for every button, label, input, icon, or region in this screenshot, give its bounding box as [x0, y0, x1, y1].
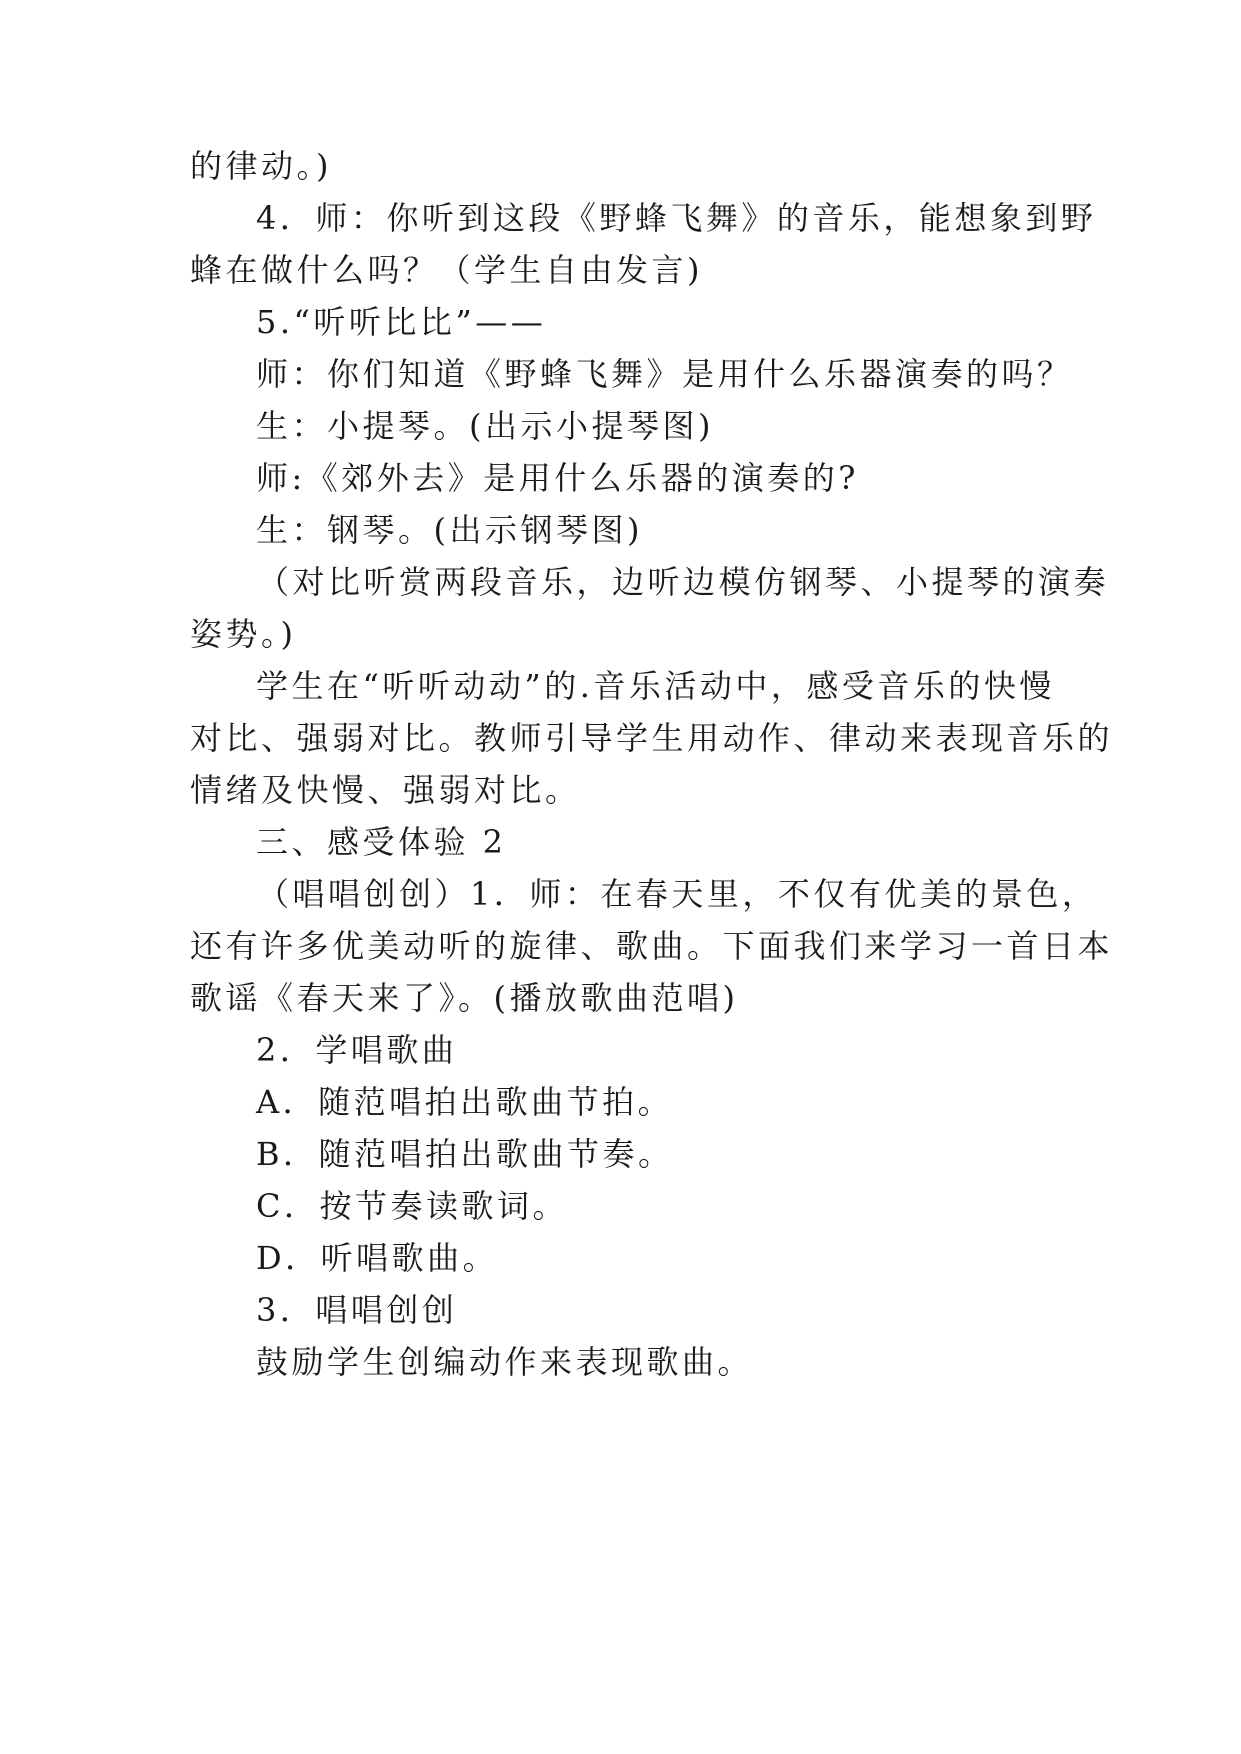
text-line: 姿势。) — [190, 615, 297, 653]
text-line: 生：钢琴。(出示钢琴图) — [256, 511, 643, 549]
section-heading: 三、感受体验 2 — [256, 823, 507, 861]
text-line: 蜂在做什么吗？（学生自由发言) — [190, 251, 703, 289]
text-line: 学生在“听听动动”的.音乐活动中，感受音乐的快慢 — [256, 667, 1055, 705]
list-item: B．随范唱拍出歌曲节奏。 — [256, 1135, 674, 1173]
text-line: （唱唱创创）1．师：在春天里，不仅有优美的景色， — [257, 875, 1098, 913]
text-line: 对比、强弱对比。教师引导学生用动作、律动来表现音乐的 — [190, 719, 1114, 757]
text-line: （对比听赏两段音乐，边听边模仿钢琴、小提琴的演奏 — [257, 563, 1110, 601]
list-item: C．按节奏读歌词。 — [256, 1187, 568, 1225]
text-line: 鼓励学生创编动作来表现歌曲。 — [256, 1343, 754, 1381]
text-line: 师:《郊外去》是用什么乐器的演奏的? — [256, 459, 859, 497]
text-line: 情绪及快慢、强弱对比。 — [190, 771, 581, 809]
text-line: 歌谣《春天来了》。(播放歌曲范唱) — [190, 979, 739, 1017]
text-line: 还有许多优美动听的旋律、歌曲。下面我们来学习一首日本 — [190, 927, 1114, 965]
text-line: 的律动。) — [190, 147, 332, 185]
list-item: D．听唱歌曲。 — [256, 1239, 499, 1277]
text-line: 师：你们知道《野蜂飞舞》是用什么乐器演奏的吗？ — [256, 355, 1073, 393]
list-item: A．随范唱拍出歌曲节拍。 — [256, 1083, 674, 1121]
text-line: 2．学唱歌曲 — [256, 1031, 458, 1069]
text-line: 4．师：你听到这段《野蜂飞舞》的音乐，能想象到野 — [256, 199, 1097, 237]
text-line: 3．唱唱创创 — [256, 1291, 458, 1329]
text-line: 5.“听听比比”—— — [256, 303, 547, 341]
text-line: 生：小提琴。(出示小提琴图) — [256, 407, 714, 445]
